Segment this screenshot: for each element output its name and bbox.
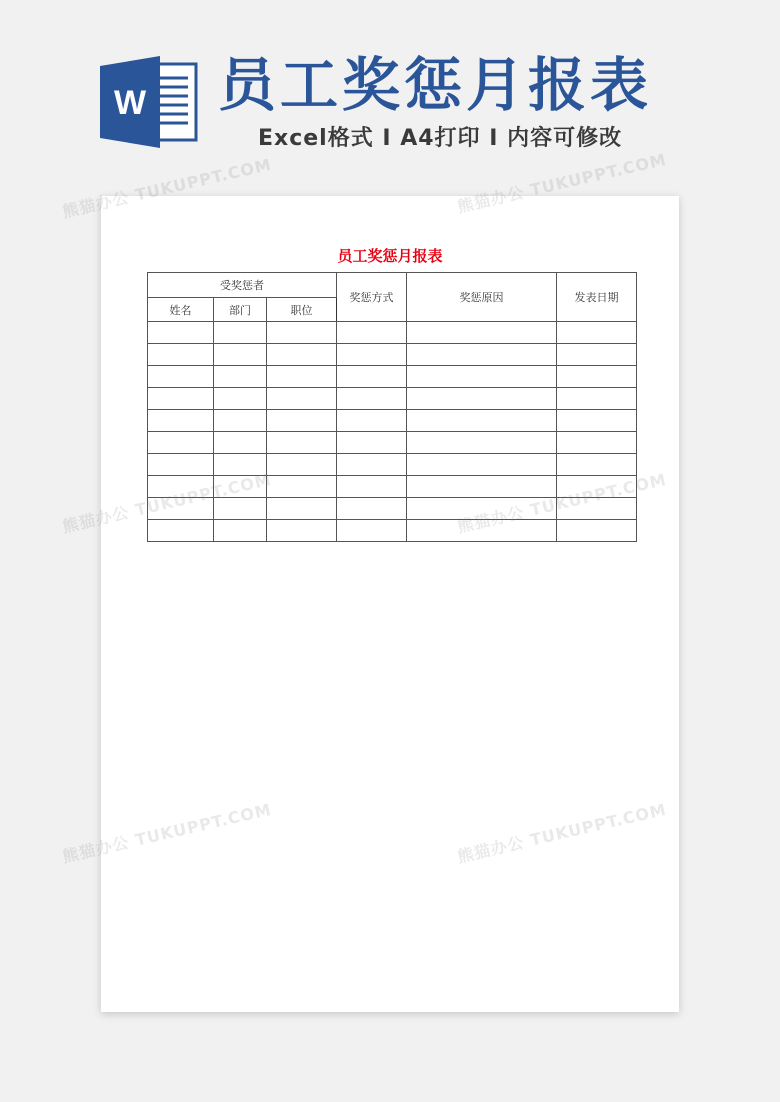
table-cell[interactable] — [214, 520, 267, 542]
table-cell[interactable] — [214, 410, 267, 432]
table-cell[interactable] — [148, 322, 214, 344]
table-cell[interactable] — [214, 498, 267, 520]
word-document-icon — [100, 56, 198, 148]
table-cell[interactable] — [148, 366, 214, 388]
table-cell[interactable] — [407, 454, 557, 476]
watermark: 熊猫办公 TUKUPPT.COM — [455, 149, 669, 217]
table-cell[interactable] — [148, 388, 214, 410]
table-cell[interactable] — [214, 344, 267, 366]
table-cell[interactable] — [337, 498, 407, 520]
table-row — [148, 476, 637, 498]
header-name: 姓名 — [148, 298, 214, 322]
table-cell[interactable] — [337, 520, 407, 542]
table-row — [148, 520, 637, 542]
table-cell[interactable] — [407, 366, 557, 388]
table-cell[interactable] — [148, 410, 214, 432]
table-cell[interactable] — [557, 498, 637, 520]
table-cell[interactable] — [267, 344, 337, 366]
table-cell[interactable] — [267, 366, 337, 388]
table-row — [148, 366, 637, 388]
header-recipient-group: 受奖惩者 — [148, 273, 337, 298]
table-row — [148, 454, 637, 476]
table-row — [148, 344, 637, 366]
table-row — [148, 410, 637, 432]
table-cell[interactable] — [267, 410, 337, 432]
table-cell[interactable] — [267, 322, 337, 344]
table-cell[interactable] — [557, 366, 637, 388]
table-cell[interactable] — [214, 476, 267, 498]
table-cell[interactable] — [407, 498, 557, 520]
table-cell[interactable] — [407, 344, 557, 366]
word-icon-letter: W — [113, 84, 147, 122]
table-cell[interactable] — [337, 366, 407, 388]
table-cell[interactable] — [407, 432, 557, 454]
table-cell[interactable] — [407, 322, 557, 344]
header-reason: 奖惩原因 — [407, 273, 557, 322]
table-cell[interactable] — [337, 322, 407, 344]
table-cell[interactable] — [267, 388, 337, 410]
document-page — [101, 196, 679, 1012]
table-cell[interactable] — [407, 410, 557, 432]
table-cell[interactable] — [148, 454, 214, 476]
table-cell[interactable] — [337, 476, 407, 498]
table-cell[interactable] — [557, 520, 637, 542]
header-department: 部门 — [214, 298, 267, 322]
table-cell[interactable] — [267, 432, 337, 454]
table-cell[interactable] — [337, 432, 407, 454]
table-cell[interactable] — [557, 476, 637, 498]
table-cell[interactable] — [407, 520, 557, 542]
header-method: 奖惩方式 — [337, 273, 407, 322]
table-cell[interactable] — [557, 410, 637, 432]
table-cell[interactable] — [148, 344, 214, 366]
table-cell[interactable] — [148, 520, 214, 542]
watermark: 熊猫办公 — [60, 832, 132, 867]
table-row — [148, 432, 637, 454]
watermark: 熊猫办公 TUKUPPT.COM — [60, 154, 274, 222]
table-cell[interactable] — [267, 498, 337, 520]
table-cell[interactable] — [557, 322, 637, 344]
table-cell[interactable] — [557, 432, 637, 454]
header-date: 发表日期 — [557, 273, 637, 322]
table-cell[interactable] — [214, 454, 267, 476]
table-cell[interactable] — [557, 388, 637, 410]
table-cell[interactable] — [267, 476, 337, 498]
watermark: 熊猫办公 — [60, 502, 132, 537]
table-row — [148, 322, 637, 344]
table-cell[interactable] — [214, 322, 267, 344]
table-cell[interactable] — [148, 432, 214, 454]
table-cell[interactable] — [214, 388, 267, 410]
table-cell[interactable] — [148, 476, 214, 498]
table-cell[interactable] — [407, 476, 557, 498]
table-cell[interactable] — [337, 454, 407, 476]
table-row — [148, 388, 637, 410]
banner — [0, 0, 780, 190]
table-cell[interactable] — [337, 410, 407, 432]
table-cell[interactable] — [214, 366, 267, 388]
table-cell[interactable] — [214, 432, 267, 454]
table-cell[interactable] — [337, 344, 407, 366]
table-row — [148, 498, 637, 520]
table-cell[interactable] — [267, 520, 337, 542]
header-position: 职位 — [267, 298, 337, 322]
table-cell[interactable] — [148, 498, 214, 520]
banner-title: 员工奖惩月报表 — [218, 51, 653, 119]
table-cell[interactable] — [267, 454, 337, 476]
table-cell[interactable] — [337, 388, 407, 410]
document-title: 员工奖惩月报表 — [337, 247, 443, 265]
table-cell[interactable] — [557, 344, 637, 366]
table-cell[interactable] — [557, 454, 637, 476]
table-cell[interactable] — [407, 388, 557, 410]
banner-subtitle: Excel格式 I A4打印 I 内容可修改 — [258, 126, 623, 151]
reward-penalty-table — [147, 272, 637, 542]
